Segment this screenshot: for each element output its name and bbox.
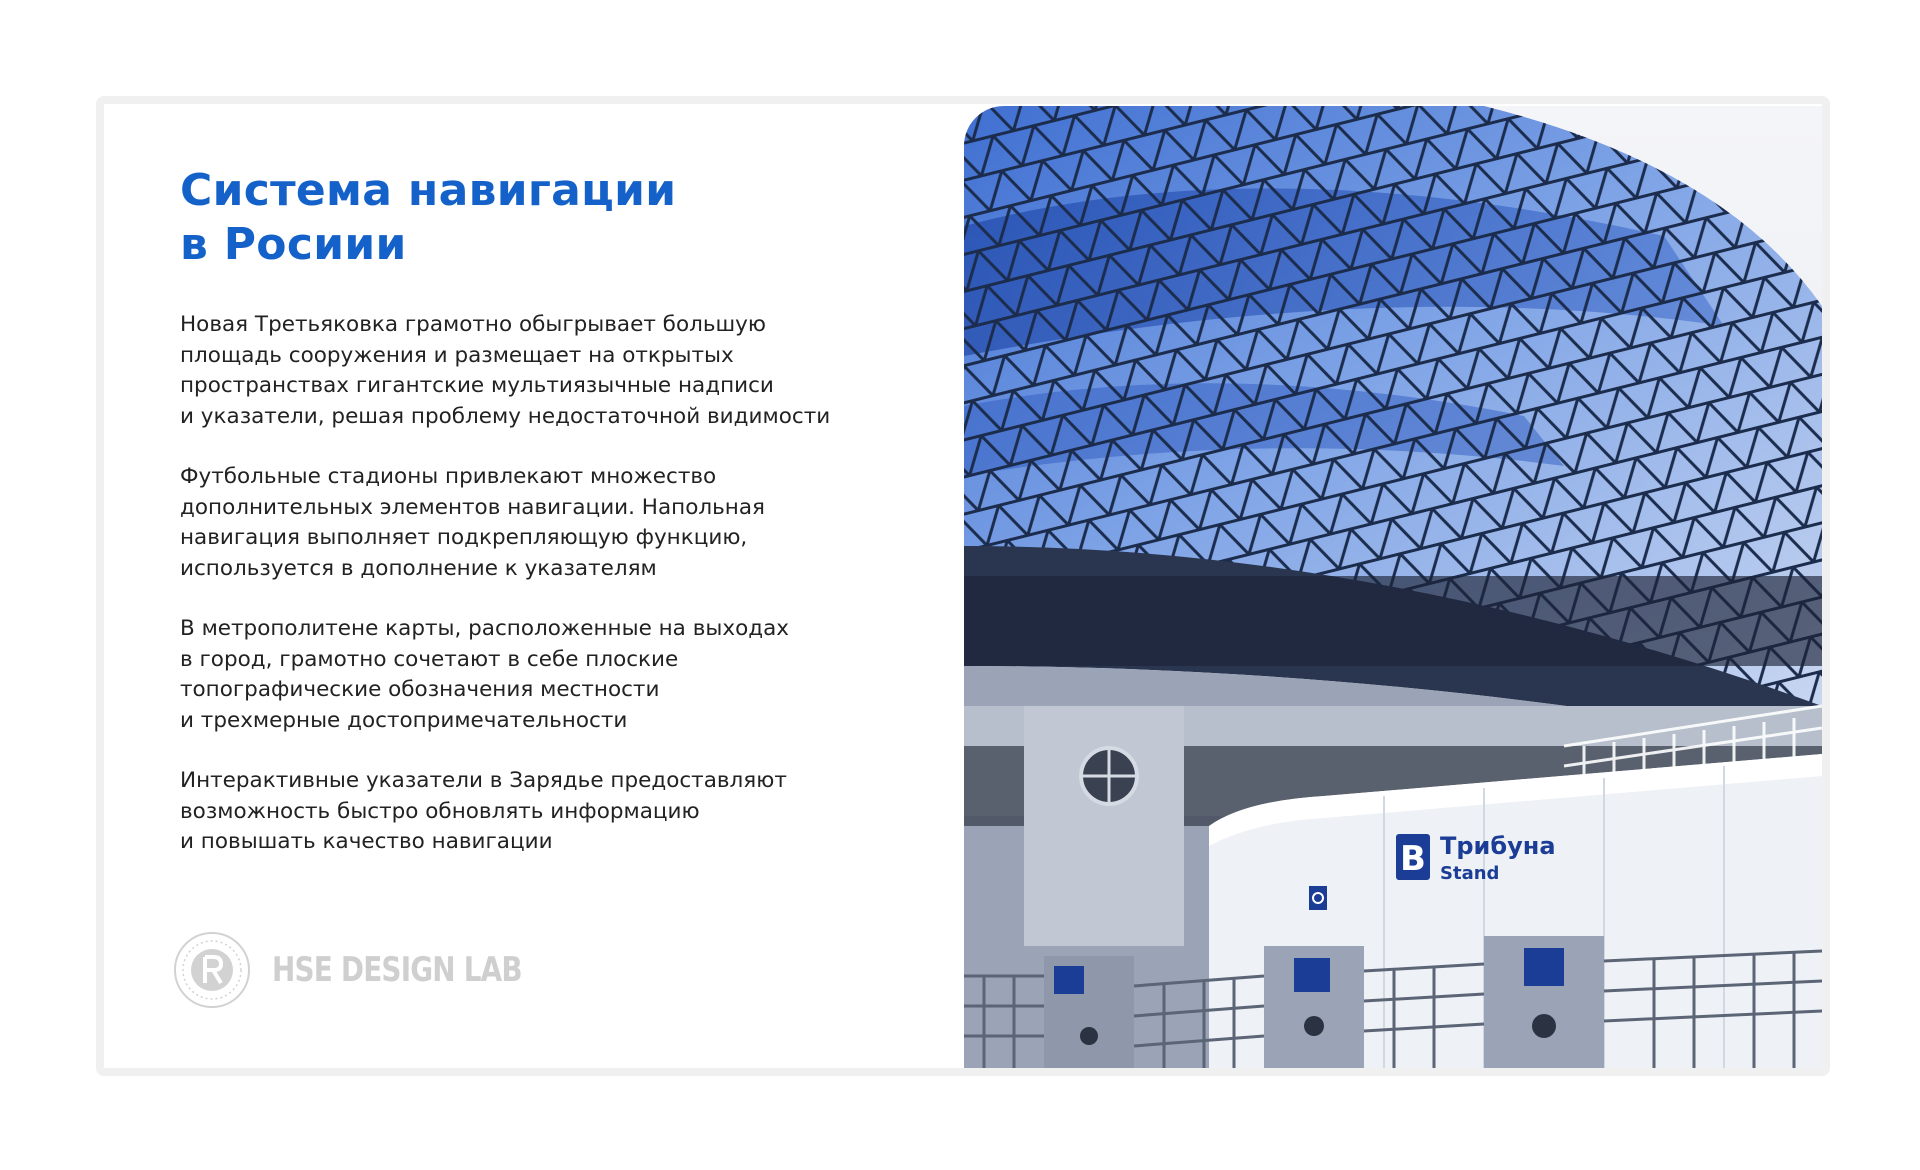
text-line: В метрополитене карты, расположенные на выходах xyxy=(180,616,789,641)
text-line: и повышать качество навигации xyxy=(180,829,553,854)
text-line: топографические обозначения местности xyxy=(180,677,660,702)
hse-design-lab-logo xyxy=(172,930,577,1010)
paragraph-tretyakovka xyxy=(180,310,980,432)
paragraph-stadiums xyxy=(180,462,980,584)
text-column xyxy=(180,164,980,888)
paragraphs xyxy=(180,310,980,858)
text-line: и трехмерные достопримечательности xyxy=(180,707,628,733)
title-line: Система навигации xyxy=(180,165,677,216)
slide-card xyxy=(96,96,1830,1076)
text-line: площадь сооружения и размещает на открытых xyxy=(180,342,734,368)
text-line: Новая Третьяковка грамотно обыгрывает большую xyxy=(180,312,767,337)
title-line: в Росиии xyxy=(180,219,407,270)
text-line: Интерактивные указатели в Зарядье предоставляют xyxy=(180,768,787,793)
sign-text-ru: Трибуна xyxy=(1440,832,1556,860)
paragraph-zaryadye xyxy=(180,766,980,858)
logo-text: HSE DESIGN LAB xyxy=(272,950,522,990)
stadium-photo xyxy=(964,106,1822,1071)
text-line: дополнительных элементов навигации. Напольная xyxy=(180,494,765,520)
paragraph-metro xyxy=(180,614,980,736)
text-line: в город, грамотно сочетают в себе плоские xyxy=(180,646,679,672)
text-line: используется в дополнение к указателям xyxy=(180,555,657,581)
stadium-illustration xyxy=(964,106,1822,1071)
slide-title xyxy=(180,164,980,272)
text-line: и указатели, решая проблему недостаточной видимости xyxy=(180,403,831,429)
sign-letter: B xyxy=(1400,839,1426,879)
text-line: пространствах гигантские мультиязычные надписи xyxy=(180,373,774,398)
hse-seal-icon xyxy=(172,930,252,1010)
text-line: навигация выполняет подкрепляющую функцию, xyxy=(180,525,748,550)
sign-text-en: Stand xyxy=(1440,863,1500,884)
text-line: Футбольные стадионы привлекают множество xyxy=(180,464,717,489)
text-line: возможность быстро обновлять информацию xyxy=(180,798,700,824)
